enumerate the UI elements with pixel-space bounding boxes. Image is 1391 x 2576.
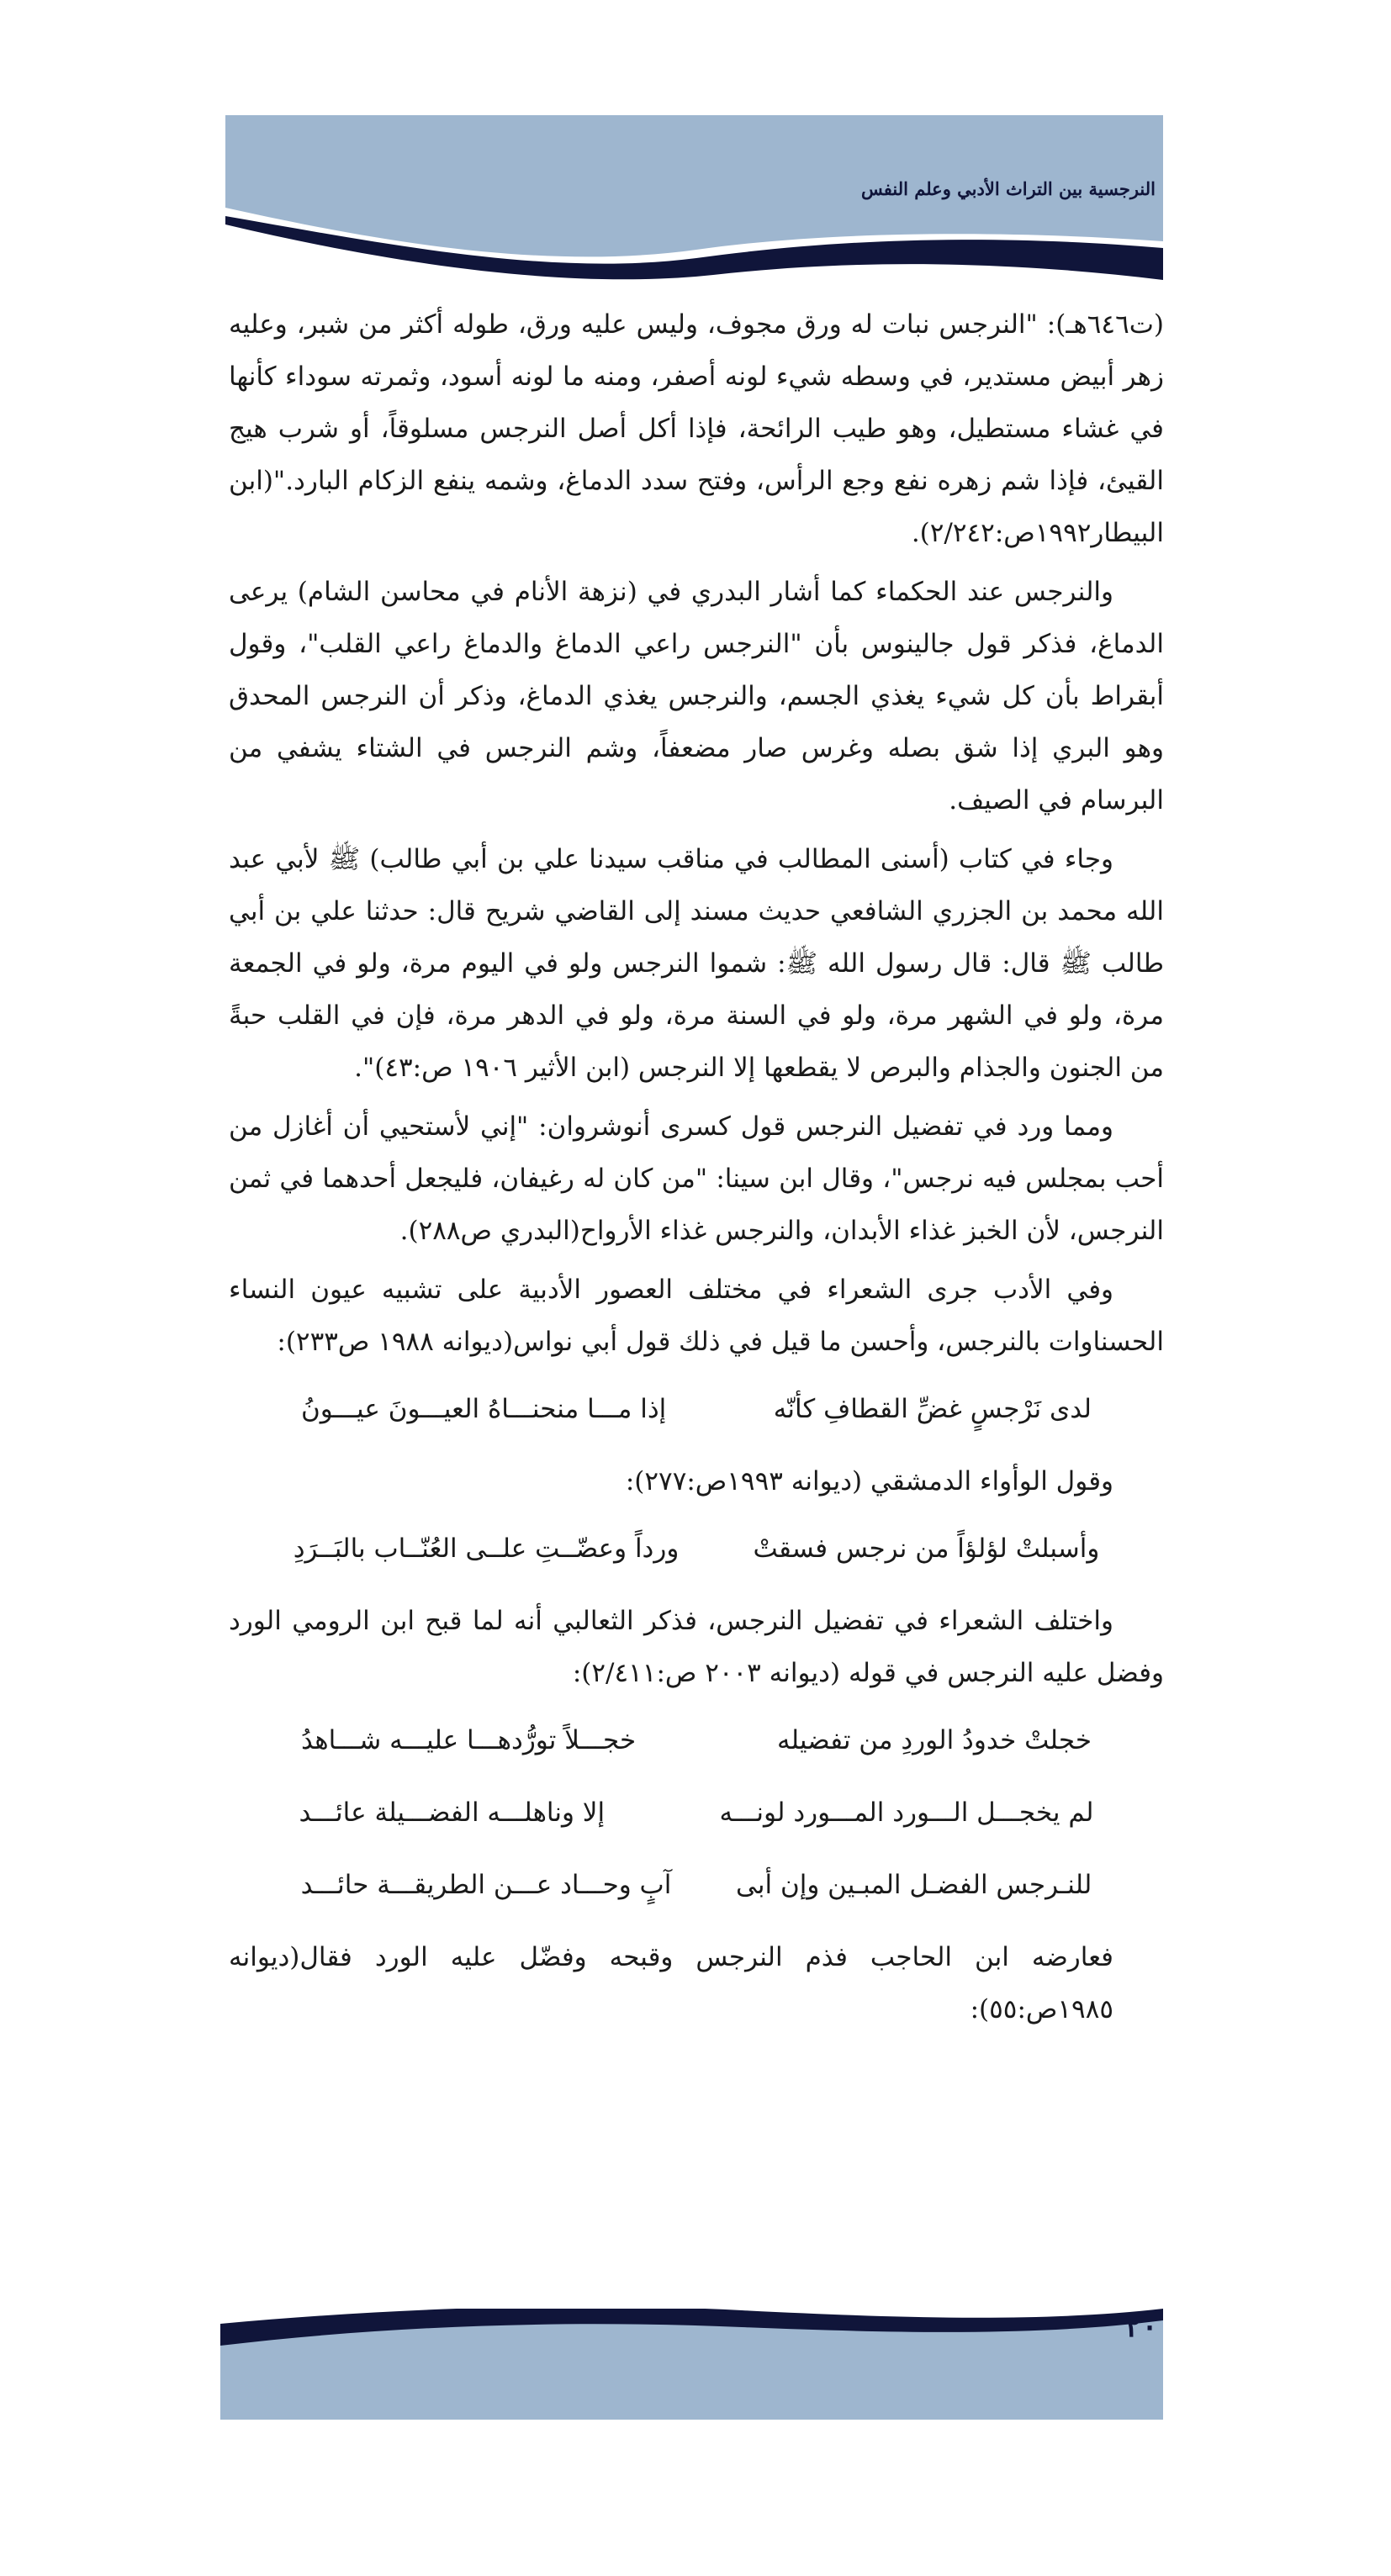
verse-hemistich-second: خجـــلاً تورُّدهـــا عليـــه شـــاهدُ: [301, 1725, 637, 1755]
page-number: ٢٠: [1125, 2309, 1158, 2344]
paragraph-4: ومما ورد في تفضيل النرجس قول كسرى أنوشروان: "إني لأستحيي أن أغازل من أحب بمجلس فيه نرجس"، وقال ابن سينا: "من كان له رغيفان، فليجعل أحدهما في ثمن النرجس، لأن الخبز غذاء الأبدان، والنرجس غذاء الأرواح(البدري ص٢٨٨).: [229, 1111, 1164, 1246]
verse-ibn-rumi-2: [229, 1787, 1164, 1839]
verse-hemistich-first: خجلتْ خدودُ الوردِ من تفضيله: [777, 1725, 1092, 1755]
verse-hemistich-second: إلا وناهلـــه الفضـــيلة عائـــد: [299, 1797, 606, 1828]
paragraph-7: فعارضه ابن الحاجب فذم النرجس وقبحه وفضّل عليه الورد فقال(ديوانه ١٩٨٥ص:٥٥):: [229, 1942, 1113, 2024]
verse-hemistich-first: للنـرجس الفضـل المبـين وإن أبى: [736, 1870, 1092, 1900]
verse-hemistich-first: لم يخجـــل الـــورد المـــورد لونـــه: [719, 1797, 1094, 1828]
paragraph-2: والنرجس عند الحكماء كما أشار البدري في (نزهة الأنام في محاسن الشام) يرعى الدماغ، فذكر قول جالينوس بأن "النرجس راعي الدماغ والدماغ راعي القلب"، وقول أبقراط بأن كل شيء يغذي الجسم، والنرجس يغذي الدماغ، وذكر أن النرجس المحدق وهو البري إذا شق بصله وغرس صار مضعفاً، وشم النرجس في الشتاء يشفي من البرسام في الصيف.: [229, 577, 1164, 816]
header-title: النرجسية بين التراث الأدبي وعلم النفس: [860, 178, 1156, 199]
verse-ibn-rumi-1: [229, 1714, 1164, 1766]
verse-hemistich-second: ورداً وعضّــتِ علــى العُنّــاب بالبَــرَدِ: [293, 1533, 680, 1564]
verse-hemistich-second: آبٍ وحـــاد عـــن الطريقـــة حائـــد: [300, 1870, 672, 1900]
paragraph-1: (ت٦٤٦هـ): "النرجس نبات له ورق مجوف، وليس عليه ورق، طوله أكثر من شبر، وعليه زهر أبيض مستدير، في وسطه شيء لونه أصفر، ومنه ما لونه أسود، وثمرته سوداء كأنها في غشاء مستطيل، وهو طيب الرائحة، فإذا أكل أصل النرجس مسلوقاً، أو شرب هيج القيئ، فإذا شم زهره نفع وجع الرأس، وفتح سدد الدماغ، وشمه ينفع الزكام البارد."(ابن البيطار١٩٩٢ص:٢/٢٤٢).: [229, 309, 1164, 548]
footer-banner: [220, 2309, 1163, 2420]
verse-hemistich-first: وأسبلتْ لؤلؤاً من نرجس فسقتْ: [753, 1533, 1100, 1564]
paragraph-5: وفي الأدب جرى الشعراء في مختلف العصور الأدبية على تشبيه عيون النساء الحسناوات بالنرجس، وأحسن ما قيل في ذلك قول أبي نواس(ديوانه ١٩٨٨ ص٢٣٣):: [229, 1275, 1164, 1357]
verse-abu-nuwas: [229, 1383, 1164, 1435]
verse-ibn-rumi-3: [229, 1859, 1164, 1911]
header-banner: [225, 115, 1163, 283]
verse-hemistich-first: لدى نَرْجسٍ غضِّ القطافِ كأنّه: [773, 1394, 1092, 1424]
verse-hemistich-second: إذا مـــا منحنـــاهُ العيـــونَ عيـــونُ: [301, 1394, 667, 1424]
paragraph-3: وجاء في كتاب (أسنى المطالب في مناقب سيدنا علي بن أبي طالب) ﷺ لأبي عبد الله محمد بن الجزري الشافعي حديث مسند إلى القاضي شريح قال: حدثنا علي بن أبي طالب ﷺ قال: قال رسول الله ﷺ: شموا النرجس ولو في اليوم مرة، ولو في الجمعة مرة، ولو في الشهر مرة، ولو في السنة مرة، ولو في الدهر مرة، فإن في القلب حبةً من الجنون والجذام والبرص لا يقطعها إلا النرجس (ابن الأثير ١٩٠٦ ص:٤٣)".: [229, 844, 1164, 1083]
verse-wawa: [229, 1523, 1164, 1575]
paragraph-6: واختلف الشعراء في تفضيل النرجس، فذكر الثعالبي أنه لما قبح ابن الرومي الورد وفضل عليه النرجس في قوله (ديوانه ٢٠٠٣ ص:٢/٤١١):: [229, 1606, 1164, 1688]
body-text: [229, 298, 1164, 2044]
verse-intro-wawa: وقول الوأواء الدمشقي (ديوانه ١٩٩٣ص:٢٧٧):: [625, 1466, 1113, 1497]
